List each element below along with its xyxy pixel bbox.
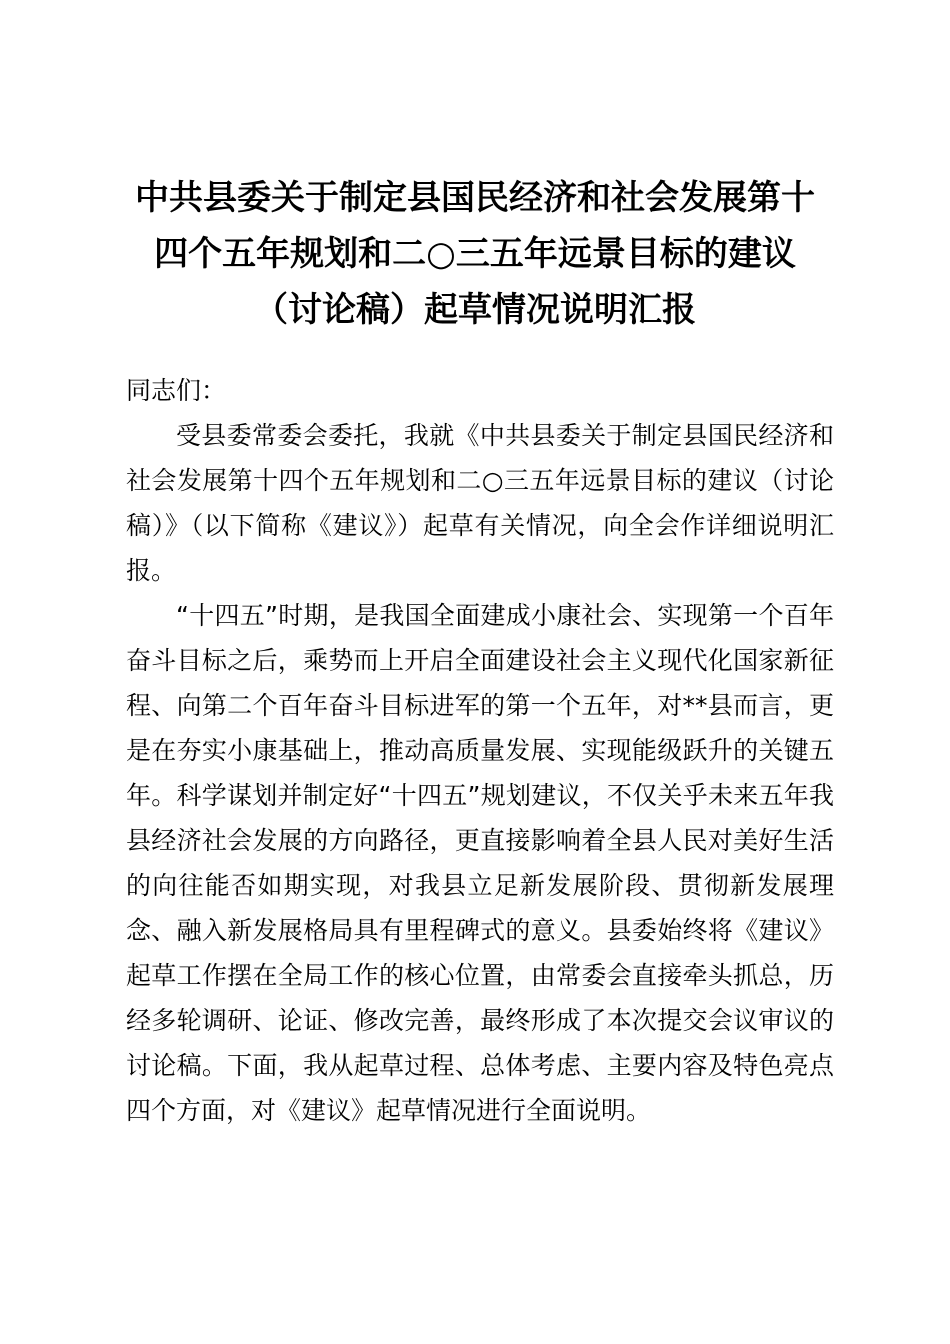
document-title <box>120 170 830 338</box>
title-line-1: 中共县委关于制定县国民经济和社会发展第十 <box>135 178 815 218</box>
document-body <box>126 368 834 1133</box>
title-line-2: 四个五年规划和二○三五年远景目标的建议 <box>154 234 796 274</box>
paragraph-2: “十四五”时期，是我国全面建成小康社会、实现第一个百年奋斗目标之后，乘势而上开启全面建设社会主义现代化国家新征程、向第二个百年奋斗目标进军的第一个五年，对**县而言，更是在夯实小康基础上，推动高质量发展、实现能级跃升的关键五年。科学谋划并制定好“十四五”规划建议，不仅关乎未来五年我县经济社会发展的方向路径，更直接影响着全县人民对美好生活的向往能否如期实现，对我县立足新发展阶段、贯彻新发展理念、融入新发展格局具有里程碑式的意义。县委始终将《建议》起草工作摆在全局工作的核心位置，由常委会直接牵头抓总，历经多轮调研、论证、修改完善，最终形成了本次提交会议审议的讨论稿。下面，我从起草过程、总体考虑、主要内容及特色亮点四个方面，对《建议》起草情况进行全面说明。 <box>126 601 834 1125</box>
salutation: 同志们： <box>126 376 227 405</box>
paragraph-1: 受县委常委会委托，我就《中共县委关于制定县国民经济和社会发展第十四个五年规划和二○三五年远景目标的建议（讨论稿）》（以下简称《建议》）起草有关情况，向全会作详细说明汇报。 <box>126 421 834 585</box>
title-line-3: （讨论稿）起草情况说明汇报 <box>254 290 696 330</box>
